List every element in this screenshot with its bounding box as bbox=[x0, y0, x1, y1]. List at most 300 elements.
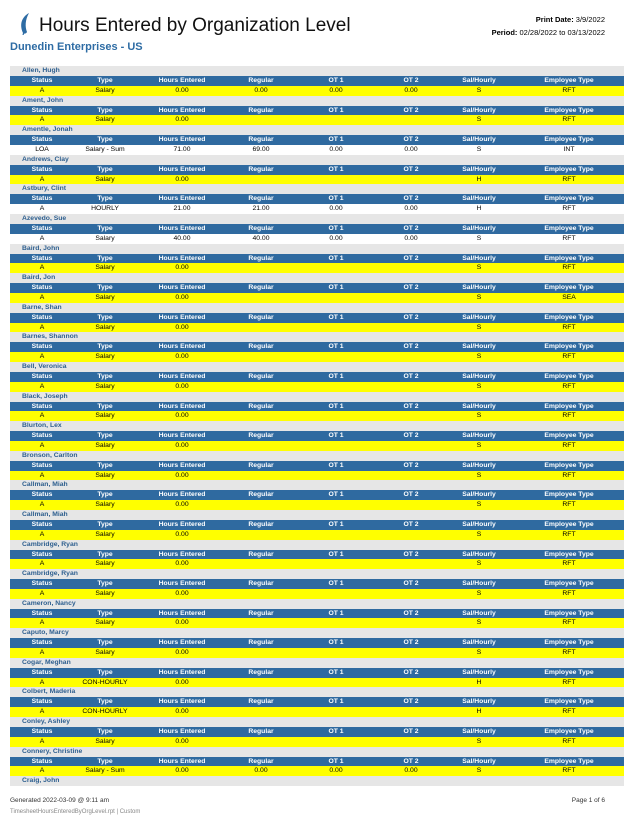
value-cell-regular bbox=[228, 500, 294, 510]
column-header: Employee Type bbox=[544, 136, 594, 144]
column-header: Status bbox=[31, 165, 53, 173]
column-header: Employee Type bbox=[544, 520, 594, 528]
employee-name: Cogar, Meghan bbox=[10, 658, 624, 668]
column-header: Status bbox=[31, 757, 53, 765]
print-date: 3/9/2022 bbox=[575, 15, 605, 24]
column-header: OT 2 bbox=[403, 728, 419, 736]
value-cell-regular bbox=[228, 737, 294, 747]
employee-record bbox=[10, 421, 624, 451]
value-cell-status: A bbox=[39, 589, 45, 597]
employee-name: Craig, John bbox=[10, 776, 624, 786]
value-cell-emp-type: RFT bbox=[562, 619, 576, 627]
employee-name: Colbert, Maderia bbox=[10, 687, 624, 697]
column-header: OT 1 bbox=[328, 491, 344, 499]
value-cell-sal: H bbox=[476, 175, 482, 183]
value-row bbox=[10, 175, 624, 185]
value-cell-hours: 0.00 bbox=[175, 619, 189, 627]
value-cell-regular: 21.00 bbox=[252, 205, 270, 213]
column-header: Type bbox=[97, 343, 113, 351]
column-header: Sal/Hourly bbox=[462, 609, 496, 617]
value-cell-regular bbox=[228, 441, 294, 451]
value-cell-regular: 69.00 bbox=[252, 145, 270, 153]
column-header: OT 2 bbox=[403, 402, 419, 410]
value-cell-type: CON-HOURLY bbox=[82, 708, 128, 716]
column-header: Employee Type bbox=[544, 106, 594, 114]
column-header: Hours Entered bbox=[158, 668, 206, 676]
value-cell-hours: 0.00 bbox=[175, 412, 189, 420]
column-header-row bbox=[10, 757, 624, 767]
value-cell-sal: S bbox=[476, 293, 482, 301]
column-header: Regular bbox=[248, 668, 274, 676]
value-cell-emp-type: RFT bbox=[562, 353, 576, 361]
value-cell-ot2 bbox=[378, 618, 444, 628]
column-header: Status bbox=[31, 550, 53, 558]
value-cell-emp-type: RFT bbox=[562, 86, 576, 94]
value-cell-sal: S bbox=[476, 767, 482, 775]
value-cell-regular bbox=[228, 411, 294, 421]
column-header: OT 2 bbox=[403, 432, 419, 440]
value-cell-status: A bbox=[39, 293, 45, 301]
value-row bbox=[10, 618, 624, 628]
column-header: Sal/Hourly bbox=[462, 728, 496, 736]
value-cell-sal: H bbox=[476, 205, 482, 213]
column-header: Employee Type bbox=[544, 254, 594, 262]
column-header-row bbox=[10, 194, 624, 204]
value-cell-regular bbox=[228, 559, 294, 569]
column-header: Sal/Hourly bbox=[462, 343, 496, 351]
column-header: Regular bbox=[248, 136, 274, 144]
column-header: OT 2 bbox=[403, 343, 419, 351]
column-header: OT 2 bbox=[403, 77, 419, 84]
column-header: Hours Entered bbox=[158, 639, 206, 647]
column-header: Regular bbox=[248, 372, 274, 380]
column-header: OT 1 bbox=[328, 728, 344, 736]
employee-name: Connery, Christine bbox=[10, 747, 624, 757]
column-header: OT 1 bbox=[328, 343, 344, 351]
value-cell-emp-type: RFT bbox=[562, 560, 576, 568]
value-cell-sal: H bbox=[476, 678, 482, 686]
column-header: Sal/Hourly bbox=[462, 402, 496, 410]
column-header: Status bbox=[31, 372, 53, 380]
column-header: Status bbox=[31, 580, 53, 588]
value-cell-status: A bbox=[39, 382, 45, 390]
value-cell-type: Salary bbox=[95, 382, 115, 390]
employee-name: Baird, John bbox=[10, 244, 624, 254]
column-header-row bbox=[10, 490, 624, 500]
employee-record bbox=[10, 717, 624, 747]
value-cell-ot2 bbox=[378, 263, 444, 273]
employee-record bbox=[10, 362, 624, 392]
column-header: Status bbox=[31, 461, 53, 469]
employee-record bbox=[10, 510, 624, 540]
value-cell-status: A bbox=[39, 649, 45, 657]
value-cell-emp-type: RFT bbox=[562, 382, 576, 390]
column-header: Status bbox=[31, 698, 53, 706]
value-cell-emp-type: RFT bbox=[562, 501, 576, 509]
value-row bbox=[10, 559, 624, 569]
column-header: OT 2 bbox=[403, 106, 419, 114]
column-header: Type bbox=[97, 136, 113, 144]
employee-name: Callman, Miah bbox=[10, 510, 624, 520]
column-header: Regular bbox=[248, 639, 274, 647]
period-label: Period: bbox=[491, 28, 518, 37]
column-header: OT 2 bbox=[403, 254, 419, 262]
employee-name: Cambridge, Ryan bbox=[10, 569, 624, 579]
value-cell-status: A bbox=[39, 353, 45, 361]
value-cell-ot2 bbox=[378, 115, 444, 125]
employee-record bbox=[10, 125, 624, 155]
column-header: Type bbox=[97, 461, 113, 469]
value-cell-ot1: 0.00 bbox=[329, 86, 343, 94]
employee-record bbox=[10, 687, 624, 717]
value-cell-ot2: 0.00 bbox=[404, 205, 418, 213]
value-cell-hours: 0.00 bbox=[175, 353, 189, 361]
value-cell-sal: S bbox=[476, 382, 482, 390]
value-cell-regular bbox=[228, 530, 294, 540]
value-cell-status: A bbox=[39, 116, 45, 124]
column-header: Employee Type bbox=[544, 195, 594, 203]
value-cell-emp-type: INT bbox=[563, 145, 575, 153]
column-header-row bbox=[10, 254, 624, 264]
column-header: Employee Type bbox=[544, 550, 594, 558]
column-header: Sal/Hourly bbox=[462, 77, 496, 84]
value-row bbox=[10, 115, 624, 125]
column-header: Employee Type bbox=[544, 343, 594, 351]
value-row bbox=[10, 500, 624, 510]
employee-name: Conley, Ashley bbox=[10, 717, 624, 727]
column-header: Employee Type bbox=[544, 402, 594, 410]
value-cell-ot2 bbox=[378, 323, 444, 333]
value-cell-ot1 bbox=[294, 293, 378, 303]
value-cell-ot2 bbox=[378, 589, 444, 599]
value-cell-status: A bbox=[39, 471, 45, 479]
value-cell-status: A bbox=[39, 234, 45, 242]
column-header: Sal/Hourly bbox=[462, 136, 496, 144]
column-header: OT 2 bbox=[403, 757, 419, 765]
value-row bbox=[10, 382, 624, 392]
column-header: Hours Entered bbox=[158, 402, 206, 410]
column-header: OT 1 bbox=[328, 698, 344, 706]
column-header: Status bbox=[31, 432, 53, 440]
employee-name: Barnes, Shannon bbox=[10, 332, 624, 342]
value-cell-ot1 bbox=[294, 263, 378, 273]
employee-record bbox=[10, 66, 624, 96]
column-header: Hours Entered bbox=[158, 728, 206, 736]
value-cell-type: Salary bbox=[95, 412, 115, 420]
value-cell-regular bbox=[228, 263, 294, 273]
value-cell-emp-type: RFT bbox=[562, 649, 576, 657]
value-cell-sal: S bbox=[476, 116, 482, 124]
value-cell-sal: S bbox=[476, 737, 482, 745]
column-header: Employee Type bbox=[544, 491, 594, 499]
value-cell-ot2 bbox=[378, 678, 444, 688]
column-header: OT 2 bbox=[403, 668, 419, 676]
value-cell-sal: S bbox=[476, 86, 482, 94]
column-header: Sal/Hourly bbox=[462, 432, 496, 440]
column-header: Hours Entered bbox=[158, 77, 206, 84]
column-header: Hours Entered bbox=[158, 106, 206, 114]
column-header: OT 1 bbox=[328, 668, 344, 676]
column-header: Regular bbox=[248, 432, 274, 440]
column-header: Hours Entered bbox=[158, 609, 206, 617]
value-cell-ot1 bbox=[294, 678, 378, 688]
employee-name: Ament, John bbox=[10, 96, 624, 106]
value-cell-emp-type: RFT bbox=[562, 737, 576, 745]
value-cell-type: Salary bbox=[95, 323, 115, 331]
column-header: OT 2 bbox=[403, 550, 419, 558]
column-header: OT 2 bbox=[403, 313, 419, 321]
value-cell-sal: S bbox=[476, 560, 482, 568]
column-header: OT 2 bbox=[403, 639, 419, 647]
column-header: Sal/Hourly bbox=[462, 372, 496, 380]
column-header: Hours Entered bbox=[158, 580, 206, 588]
value-cell-regular bbox=[228, 707, 294, 717]
value-cell-ot1: 0.00 bbox=[329, 145, 343, 153]
value-cell-ot2 bbox=[378, 441, 444, 451]
value-cell-emp-type: RFT bbox=[562, 264, 576, 272]
column-header: Hours Entered bbox=[158, 165, 206, 173]
column-header: OT 1 bbox=[328, 284, 344, 292]
value-cell-regular: 40.00 bbox=[252, 234, 270, 242]
value-cell-ot1: 0.00 bbox=[329, 205, 343, 213]
value-cell-type: Salary bbox=[95, 530, 115, 538]
column-header: Hours Entered bbox=[158, 224, 206, 232]
column-header: Employee Type bbox=[544, 668, 594, 676]
value-cell-emp-type: RFT bbox=[562, 530, 576, 538]
value-cell-hours: 0.00 bbox=[175, 86, 189, 94]
value-cell-sal: S bbox=[476, 649, 482, 657]
value-row bbox=[10, 589, 624, 599]
column-header: OT 1 bbox=[328, 461, 344, 469]
report-title: Hours Entered by Organization Level bbox=[39, 15, 351, 36]
value-cell-emp-type: RFT bbox=[562, 678, 576, 686]
column-header: OT 1 bbox=[328, 372, 344, 380]
column-header: OT 2 bbox=[403, 136, 419, 144]
company-logo-icon bbox=[18, 13, 32, 35]
column-header: Regular bbox=[248, 520, 274, 528]
column-header: OT 1 bbox=[328, 402, 344, 410]
column-header: Regular bbox=[248, 224, 274, 232]
value-cell-type: Salary bbox=[95, 116, 115, 124]
employee-record bbox=[10, 658, 624, 688]
print-date-label: Print Date: bbox=[535, 15, 574, 24]
value-cell-hours: 0.00 bbox=[175, 441, 189, 449]
value-cell-type: Salary bbox=[95, 471, 115, 479]
employee-name: Blurton, Lex bbox=[10, 421, 624, 431]
value-cell-sal: H bbox=[476, 708, 482, 716]
value-cell-ot1 bbox=[294, 352, 378, 362]
value-cell-regular bbox=[228, 678, 294, 688]
employee-record bbox=[10, 480, 624, 510]
value-cell-hours: 0.00 bbox=[175, 530, 189, 538]
column-header: Sal/Hourly bbox=[462, 313, 496, 321]
value-cell-hours: 0.00 bbox=[175, 589, 189, 597]
value-cell-regular bbox=[228, 648, 294, 658]
column-header: Sal/Hourly bbox=[462, 491, 496, 499]
value-row bbox=[10, 441, 624, 451]
column-header: OT 2 bbox=[403, 609, 419, 617]
column-header: Regular bbox=[248, 254, 274, 262]
employee-record bbox=[10, 184, 624, 214]
value-cell-ot2 bbox=[378, 175, 444, 185]
column-header: Type bbox=[97, 520, 113, 528]
column-header: Status bbox=[31, 520, 53, 528]
employee-name: Callman, Miah bbox=[10, 480, 624, 490]
column-header: Employee Type bbox=[544, 77, 594, 84]
column-header-row bbox=[10, 727, 624, 737]
value-cell-ot1 bbox=[294, 559, 378, 569]
column-header: Employee Type bbox=[544, 639, 594, 647]
column-header-row bbox=[10, 461, 624, 471]
column-header: Hours Entered bbox=[158, 491, 206, 499]
column-header: Status bbox=[31, 609, 53, 617]
value-cell-status: A bbox=[39, 678, 45, 686]
column-header-row bbox=[10, 283, 624, 293]
value-row bbox=[10, 234, 624, 244]
value-row bbox=[10, 323, 624, 333]
column-header: Sal/Hourly bbox=[462, 106, 496, 114]
column-header: Status bbox=[31, 343, 53, 351]
column-header: Employee Type bbox=[544, 165, 594, 173]
column-header: Status bbox=[31, 313, 53, 321]
column-header: Status bbox=[31, 668, 53, 676]
column-header: Type bbox=[97, 728, 113, 736]
employee-record bbox=[10, 273, 624, 303]
column-header: Hours Entered bbox=[158, 372, 206, 380]
column-header: Employee Type bbox=[544, 698, 594, 706]
column-header: Hours Entered bbox=[158, 461, 206, 469]
column-header: Hours Entered bbox=[158, 520, 206, 528]
column-header: Sal/Hourly bbox=[462, 639, 496, 647]
column-header: Hours Entered bbox=[158, 254, 206, 262]
employee-name: Cameron, Nancy bbox=[10, 599, 624, 609]
value-cell-status: A bbox=[39, 412, 45, 420]
column-header: Type bbox=[97, 195, 113, 203]
column-header: Type bbox=[97, 609, 113, 617]
column-header: Employee Type bbox=[544, 580, 594, 588]
column-header-row bbox=[10, 165, 624, 175]
value-cell-status: A bbox=[39, 767, 45, 775]
column-header: OT 1 bbox=[328, 757, 344, 765]
value-cell-hours: 0.00 bbox=[175, 708, 189, 716]
column-header: OT 1 bbox=[328, 224, 344, 232]
column-header: Type bbox=[97, 402, 113, 410]
column-header: Status bbox=[31, 491, 53, 499]
value-cell-status: A bbox=[39, 708, 45, 716]
column-header-row bbox=[10, 313, 624, 323]
value-cell-ot2 bbox=[378, 382, 444, 392]
column-header: Employee Type bbox=[544, 609, 594, 617]
value-cell-type: Salary - Sum bbox=[85, 767, 125, 775]
column-header-row bbox=[10, 520, 624, 530]
company-name: Dunedin Enterprises - US bbox=[10, 41, 143, 53]
column-header: Status bbox=[31, 284, 53, 292]
column-header: Regular bbox=[248, 77, 274, 84]
column-header: Sal/Hourly bbox=[462, 668, 496, 676]
column-header: Type bbox=[97, 757, 113, 765]
value-cell-ot1 bbox=[294, 175, 378, 185]
value-cell-ot1 bbox=[294, 323, 378, 333]
column-header: Type bbox=[97, 668, 113, 676]
employee-record bbox=[10, 96, 624, 126]
column-header: Employee Type bbox=[544, 224, 594, 232]
value-cell-ot2 bbox=[378, 471, 444, 481]
column-header: OT 1 bbox=[328, 580, 344, 588]
value-cell-hours: 40.00 bbox=[173, 234, 191, 242]
column-header: Type bbox=[97, 77, 113, 84]
column-header: Status bbox=[31, 402, 53, 410]
column-header: Type bbox=[97, 284, 113, 292]
column-header: Type bbox=[97, 580, 113, 588]
value-cell-emp-type: RFT bbox=[562, 767, 576, 775]
column-header: Sal/Hourly bbox=[462, 195, 496, 203]
value-cell-emp-type: RFT bbox=[562, 175, 576, 183]
generated-timestamp: Generated 2022-03-09 @ 9:11 am bbox=[10, 797, 109, 804]
column-header: Type bbox=[97, 313, 113, 321]
column-header: OT 2 bbox=[403, 491, 419, 499]
column-header: Sal/Hourly bbox=[462, 550, 496, 558]
column-header: Regular bbox=[248, 580, 274, 588]
value-cell-hours: 0.00 bbox=[175, 264, 189, 272]
column-header: Regular bbox=[248, 698, 274, 706]
column-header-row bbox=[10, 638, 624, 648]
column-header: Sal/Hourly bbox=[462, 224, 496, 232]
column-header-row bbox=[10, 342, 624, 352]
column-header: OT 1 bbox=[328, 520, 344, 528]
column-header: Sal/Hourly bbox=[462, 698, 496, 706]
column-header: Status bbox=[31, 136, 53, 144]
column-header: Hours Entered bbox=[158, 313, 206, 321]
value-cell-ot1 bbox=[294, 530, 378, 540]
column-header: Sal/Hourly bbox=[462, 165, 496, 173]
column-header: Regular bbox=[248, 402, 274, 410]
value-cell-hours: 71.00 bbox=[173, 145, 191, 153]
employee-record bbox=[10, 451, 624, 481]
employee-record bbox=[10, 599, 624, 629]
value-cell-regular bbox=[228, 471, 294, 481]
value-cell-ot1 bbox=[294, 382, 378, 392]
column-header: OT 1 bbox=[328, 550, 344, 558]
column-header-row bbox=[10, 609, 624, 619]
value-row bbox=[10, 737, 624, 747]
column-header: Hours Entered bbox=[158, 432, 206, 440]
value-cell-ot1 bbox=[294, 618, 378, 628]
value-cell-type: Salary bbox=[95, 264, 115, 272]
column-header: Sal/Hourly bbox=[462, 284, 496, 292]
column-header: Status bbox=[31, 224, 53, 232]
value-row bbox=[10, 530, 624, 540]
value-cell-ot1 bbox=[294, 441, 378, 451]
value-cell-regular bbox=[228, 175, 294, 185]
column-header: Type bbox=[97, 106, 113, 114]
column-header: Regular bbox=[248, 757, 274, 765]
value-cell-type: Salary bbox=[95, 441, 115, 449]
value-cell-status: A bbox=[39, 175, 45, 183]
column-header: Hours Entered bbox=[158, 284, 206, 292]
column-header: Employee Type bbox=[544, 432, 594, 440]
value-cell-regular: 0.00 bbox=[254, 767, 268, 775]
column-header: Hours Entered bbox=[158, 550, 206, 558]
value-cell-sal: S bbox=[476, 619, 482, 627]
column-header: Regular bbox=[248, 343, 274, 351]
column-header: Type bbox=[97, 165, 113, 173]
employee-record bbox=[10, 332, 624, 362]
value-cell-ot1: 0.00 bbox=[329, 767, 343, 775]
column-header: Status bbox=[31, 254, 53, 262]
value-row bbox=[10, 293, 624, 303]
column-header: Type bbox=[97, 224, 113, 232]
column-header: OT 1 bbox=[328, 639, 344, 647]
